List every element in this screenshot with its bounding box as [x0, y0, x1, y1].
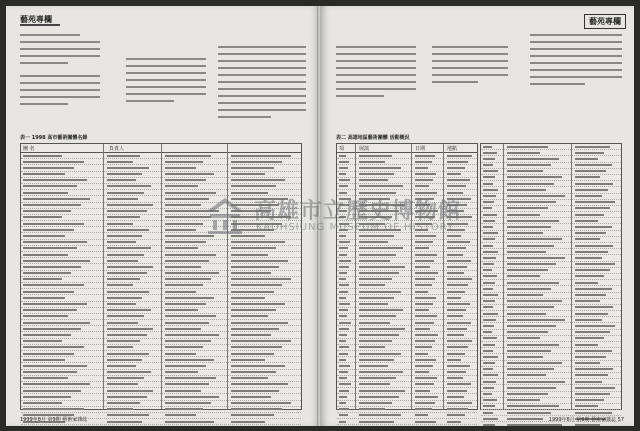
col-header-event: 展演 [359, 146, 370, 152]
right-table-2 [480, 143, 622, 410]
watermark-title: 高雄市立歷史博物館 [254, 199, 462, 224]
right-table-1 [336, 143, 478, 410]
watermark-subtitle: KAOHSIUNG MUSEUM OF HISTORY [256, 222, 455, 233]
left-text-column-3 [218, 46, 306, 123]
col-header-name: 團 名 [23, 146, 35, 152]
right-page-footer: 1999年8月 第9期 藝術家雜誌 57 [548, 417, 624, 423]
table-row [21, 425, 301, 426]
left-text-column-1 [20, 34, 100, 110]
right-table-2-body [481, 144, 621, 426]
right-text-column-2 [432, 46, 508, 88]
col-header-date: 日期 [415, 146, 426, 152]
col-header-venue: 地點 [447, 146, 458, 152]
museum-watermark [204, 194, 474, 240]
col-header-item: 項 [339, 146, 345, 152]
left-table [20, 143, 302, 410]
table-row [337, 425, 477, 426]
magazine-spread [6, 6, 634, 426]
header-rule [20, 24, 60, 26]
col-header-owner: 負責人 [109, 146, 125, 152]
left-text-column-2 [126, 58, 206, 107]
right-table-1-header [337, 144, 477, 153]
left-page-header: 藝苑專欄 [20, 15, 52, 24]
right-text-column-1 [336, 46, 416, 102]
left-page-footer: 1999年8月 第9期 藝術家雜誌 [20, 417, 88, 423]
right-text-column-3 [530, 34, 622, 90]
museum-logo-icon [204, 196, 246, 236]
right-page-header: 藝苑專欄 [584, 14, 626, 29]
right-table-caption: 表二 高雄地區藝術團體 活動概況 [336, 135, 410, 141]
left-table-caption: 表一 1998 高市藝術團體名錄 [20, 135, 88, 141]
